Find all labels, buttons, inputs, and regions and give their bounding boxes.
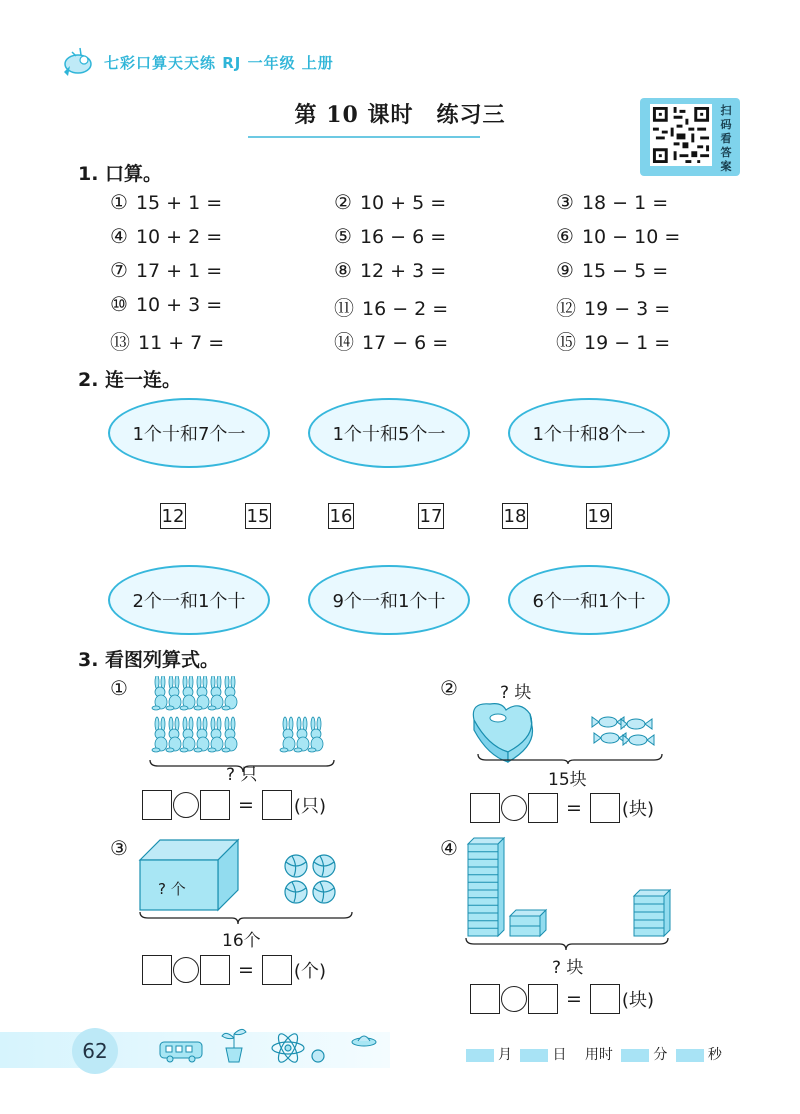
answer-box[interactable] bbox=[590, 984, 620, 1014]
box-label: ? 个 bbox=[158, 880, 186, 898]
arithmetic-item bbox=[110, 258, 222, 282]
candy-box-illustration bbox=[468, 696, 668, 764]
match-number-box[interactable]: 19 bbox=[586, 503, 612, 529]
bus-icon bbox=[160, 1042, 202, 1062]
item-expression: 15 + 1 = bbox=[135, 192, 223, 214]
footer-time-record bbox=[462, 1044, 722, 1064]
item-number: ⑧ bbox=[334, 258, 352, 282]
item-number: ④ bbox=[110, 224, 128, 248]
answer-box[interactable] bbox=[142, 955, 172, 985]
time-used-label: 用时 bbox=[584, 1047, 613, 1063]
problem1-label: ? 只 bbox=[226, 765, 258, 785]
arithmetic-item bbox=[334, 190, 446, 214]
unit-label: (块) bbox=[621, 799, 654, 820]
answer-box[interactable] bbox=[200, 955, 230, 985]
arithmetic-item bbox=[110, 190, 222, 214]
book-header bbox=[58, 40, 334, 84]
candy-icon bbox=[592, 717, 654, 745]
arithmetic-item bbox=[556, 326, 670, 355]
day-label: 日 bbox=[552, 1047, 567, 1063]
item-expression: 17 − 6 = bbox=[362, 332, 449, 354]
item-number: ⑫ bbox=[556, 296, 576, 320]
problem3-number: ③ bbox=[110, 836, 128, 860]
arithmetic-item bbox=[110, 292, 222, 316]
answer-box[interactable] bbox=[590, 793, 620, 823]
equals-sign: = bbox=[566, 797, 582, 819]
item-expression: 10 − 10 = bbox=[581, 226, 681, 248]
match-number-box[interactable]: 15 bbox=[245, 503, 271, 529]
ufo-icon bbox=[352, 1036, 376, 1046]
arithmetic-item bbox=[556, 224, 680, 248]
stacked-blocks-illustration bbox=[462, 832, 676, 954]
qr-caption-char: 码 bbox=[720, 118, 732, 131]
match-oval-top[interactable]: 1个十和7个一 bbox=[108, 398, 270, 468]
qr-caption-char: 扫 bbox=[720, 104, 732, 117]
operator-circle[interactable] bbox=[173, 957, 199, 983]
item-number: ② bbox=[334, 190, 352, 214]
problem4-number: ④ bbox=[440, 836, 458, 860]
operator-circle[interactable] bbox=[501, 795, 527, 821]
arithmetic-item bbox=[334, 258, 446, 282]
operator-circle[interactable] bbox=[173, 792, 199, 818]
match-oval-top[interactable]: 1个十和8个一 bbox=[508, 398, 670, 468]
item-expression: 18 − 1 = bbox=[581, 192, 669, 214]
match-oval-top[interactable]: 1个十和5个一 bbox=[308, 398, 470, 468]
arithmetic-item bbox=[110, 224, 222, 248]
qr-code-icon[interactable] bbox=[650, 104, 712, 166]
item-number: ⑤ bbox=[334, 224, 352, 248]
match-oval-bottom[interactable]: 9个一和1个十 bbox=[308, 565, 470, 635]
match-oval-bottom[interactable]: 2个一和1个十 bbox=[108, 565, 270, 635]
item-expression: 19 − 3 = bbox=[584, 298, 671, 320]
problem1-answer-row bbox=[142, 790, 326, 820]
minutes-slot[interactable] bbox=[621, 1049, 649, 1062]
equals-sign: = bbox=[238, 794, 254, 816]
item-expression: 16 − 6 = bbox=[359, 226, 447, 248]
arithmetic-item bbox=[334, 326, 448, 355]
problem3-answer-row bbox=[142, 955, 326, 985]
item-expression: 11 + 7 = bbox=[138, 332, 225, 354]
equals-sign: = bbox=[566, 988, 582, 1010]
item-number: ③ bbox=[556, 190, 574, 214]
arithmetic-item bbox=[556, 292, 670, 321]
page-number: 62 bbox=[72, 1028, 118, 1074]
month-label: 月 bbox=[498, 1047, 512, 1063]
answer-box[interactable] bbox=[528, 793, 558, 823]
section2-title: 2. 连一连。 bbox=[78, 369, 182, 391]
month-slot[interactable] bbox=[466, 1049, 494, 1062]
item-number: ⑪ bbox=[334, 296, 354, 320]
answer-box[interactable] bbox=[200, 790, 230, 820]
item-expression: 16 − 2 = bbox=[362, 298, 449, 320]
problem2-answer-row bbox=[470, 793, 654, 823]
match-oval-bottom[interactable]: 6个一和1个十 bbox=[508, 565, 670, 635]
arithmetic-item bbox=[110, 326, 224, 355]
answer-box[interactable] bbox=[470, 793, 500, 823]
answer-box[interactable] bbox=[262, 955, 292, 985]
problem4-answer-row bbox=[470, 984, 654, 1014]
item-number: ⑦ bbox=[110, 258, 128, 282]
qr-caption-char: 答 bbox=[720, 146, 732, 159]
item-number: ⑨ bbox=[556, 258, 574, 282]
atom-icon bbox=[272, 1031, 324, 1065]
operator-circle[interactable] bbox=[501, 986, 527, 1012]
book-title: 七彩口算天天练 RJ 一年级 上册 bbox=[104, 53, 334, 72]
problem2-top-label: ? 块 bbox=[500, 683, 532, 703]
answer-box[interactable] bbox=[262, 790, 292, 820]
item-number: ① bbox=[110, 190, 128, 214]
footer-decorations bbox=[156, 1020, 392, 1066]
item-expression: 12 + 3 = bbox=[359, 260, 447, 282]
problem4-label: ? 块 bbox=[552, 958, 584, 978]
answer-box[interactable] bbox=[142, 790, 172, 820]
section1-title: 1. 口算。 bbox=[78, 163, 163, 185]
answer-box[interactable] bbox=[528, 984, 558, 1014]
problem2-number: ② bbox=[440, 676, 458, 700]
arithmetic-item bbox=[556, 258, 668, 282]
item-expression: 17 + 1 = bbox=[135, 260, 223, 282]
problem2-label: 15块 bbox=[548, 770, 587, 790]
match-number-box[interactable]: 18 bbox=[502, 503, 528, 529]
lesson-title: 第 10 课时 练习三 bbox=[294, 102, 506, 128]
arithmetic-item bbox=[334, 224, 446, 248]
item-expression: 15 − 5 = bbox=[581, 260, 669, 282]
qr-caption-char: 案 bbox=[720, 160, 732, 173]
problem3-label: 16个 bbox=[222, 931, 261, 951]
day-slot[interactable] bbox=[520, 1049, 548, 1062]
minutes-label: 分 bbox=[653, 1047, 668, 1063]
match-number-box[interactable]: 12 bbox=[160, 503, 186, 529]
ball-icon bbox=[285, 855, 335, 903]
arithmetic-item bbox=[334, 292, 448, 321]
title-underline bbox=[248, 136, 480, 138]
item-number: ⑩ bbox=[110, 292, 128, 316]
item-expression: 10 + 3 = bbox=[135, 294, 223, 316]
section3-title: 3. 看图列算式。 bbox=[78, 649, 220, 671]
seconds-label: 秒 bbox=[707, 1047, 722, 1063]
problem1-number: ① bbox=[110, 676, 128, 700]
match-number-box[interactable]: 16 bbox=[328, 503, 354, 529]
item-number: ⑭ bbox=[334, 330, 354, 354]
item-expression: 10 + 2 = bbox=[135, 226, 223, 248]
item-number: ⑥ bbox=[556, 224, 574, 248]
seconds-slot[interactable] bbox=[676, 1049, 704, 1062]
item-expression: 19 − 1 = bbox=[584, 332, 671, 354]
unit-label: (个) bbox=[293, 961, 326, 982]
equals-sign: = bbox=[238, 959, 254, 981]
answer-box[interactable] bbox=[470, 984, 500, 1014]
unit-label: (块) bbox=[621, 990, 654, 1011]
plant-icon bbox=[222, 1029, 246, 1062]
qr-caption bbox=[717, 104, 735, 174]
item-expression: 10 + 5 = bbox=[359, 192, 447, 214]
item-number: ⑮ bbox=[556, 330, 576, 354]
qr-caption-char: 看 bbox=[720, 132, 732, 145]
rocket-mascot-icon bbox=[58, 42, 98, 82]
arithmetic-item bbox=[556, 190, 668, 214]
unit-label: (只) bbox=[293, 796, 326, 817]
match-number-box[interactable]: 17 bbox=[418, 503, 444, 529]
item-number: ⑬ bbox=[110, 330, 130, 354]
